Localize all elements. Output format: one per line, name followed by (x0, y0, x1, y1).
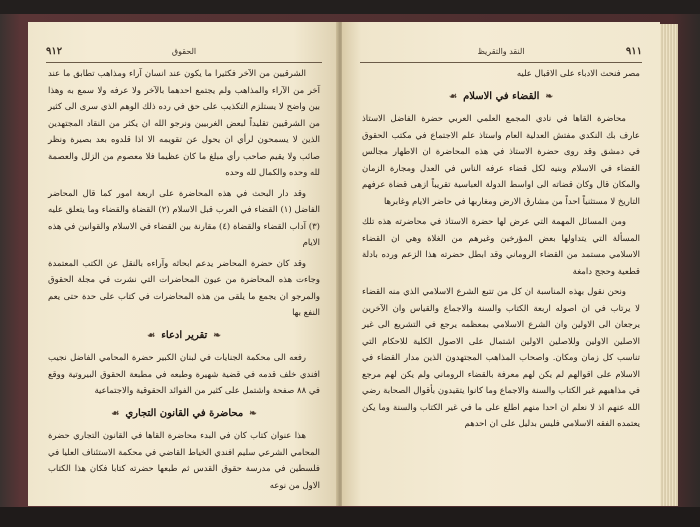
page-fore-edge (660, 24, 678, 506)
right-running-head: النقد والتقريظ (477, 47, 525, 56)
cover-edge-bottom (0, 507, 700, 527)
right-page-header (360, 46, 642, 60)
ornament-icon: ☙ (111, 408, 120, 419)
right-header-rule (360, 62, 642, 63)
right-paragraph: ومن المسائل المهمة التي عرض لها حضرة الاستاذ في محاضرته هذه تلك المسألة التي يتداولها بعض المؤرخين وغيرهم من الغلاة وهي ان القضاء الاسلامي مستمد من القضاء الروماني وقد ابطل حضرته هذا الزعم ورده بادلة قطعية وحجج دامغة (362, 217, 640, 277)
right-page-number: ٩١١ (625, 46, 642, 57)
right-paragraph: ونحن نقول بهذه المناسبة ان كل من تتبع الشرع الاسلامي الذي منه القضاء لا يرتاب في ان اصوله اربعة الكتاب والسنة والاجماع والقياس وان الآخرين يرجعان الى الاولين وان الشرع الاسلامي بمعظمه يرجع في التشريع الى غير الاصلين الاولين وللاصلين الاولين اشتمال على الاصول الكلية للاحكام التي تناسب كل زمان ومكان. واصحاب المذاهب المجتهدون الذين مدار القضاء في الاسلام على اقوالهم لم يكن لهم معرفة بالقضاء الروماني ولم يكن لهم مرجع في مذاهبهم غير الكتاب والسنة والاجماع وما كانوا يتقيدون بأقوال الصحابة رضي الله عنهم اذ لا نعلم ان احدا منهم اطلع على ما في غير الكتاب والسنة وما يكن يعتمده الفقه الاسلامي فليس بدليل على ان احدهم (362, 287, 640, 429)
left-header-rule (46, 62, 322, 63)
left-paragraph: وقد كان حضرة المحاضر يدعم ابحاثه وآراءه بالنقل عن الكتب المعتمدة وجاءت هذه المحاضرة من عيون المحاضرات التي نشرت في مجلة الحقوق والمرجو ان يجمع ما يلقى من هذه المحاضرات في كتاب على حدة حتى يعم النفع بها (48, 258, 320, 318)
right-section-title: القضاء في الاسلام (463, 90, 540, 102)
left-page (28, 22, 340, 506)
left-section-heading (48, 328, 320, 345)
left-running-head: الحقوق (171, 47, 197, 56)
ornament-icon: ❧ (545, 91, 554, 102)
left-section2-text: هذا عنوان كتاب كان في البدء محاضرة القاها في القانون التجاري حضرة المحامي الشرعي سليم افندي الخياط القاضي في محكمة الاستئناف العليا في فلسطين في مدرسة حقوق القدس ثم طبعها حضرته كتابا فكان هذا الكتاب الاول من نوعه (48, 431, 320, 491)
ornament-icon: ❧ (213, 330, 221, 341)
cover-edge-top (0, 0, 700, 14)
left-section-text: رفعه الى محكمة الجنايات في لبنان الكبير حضرة المحامي الفاضل نجيب افندي خلف قدمه في قضية شهيرة وطبعه في مطبعة الحقوق البيروتية ووقع في ٨٨ صفحة واشتمل على كثير من الفوائد الحقوقية والاجتماعية (48, 353, 320, 396)
left-section-title: تقرير ادعاء (161, 329, 208, 341)
left-page-body (48, 66, 320, 492)
right-page-body (362, 66, 640, 492)
right-page (342, 22, 660, 506)
left-paragraph: وقد دار البحث في هذه المحاضرة على اربعة امور كما قال المحاضر الفاضل (١) القضاء في العرب قبل الاسلام (٢) القضاة والقضاء وما يتعلق عليه (٣) آداب القضاء والقضاة (٤) مقارنة بين القضاء في الاسلام والقوانين في هذه الايام (48, 188, 320, 248)
left-section2-heading (48, 406, 320, 423)
left-page-number: ٩١٢ (46, 46, 63, 57)
right-section-heading (362, 89, 640, 106)
left-section2-title: محاضرة في القانون التجاري (125, 407, 244, 419)
right-paragraph: محاضرة القاها في نادي المجمع العلمي العربي حضرة الفاضل الاستاذ عارف بك النكدي مفتش العدلية العام واستاذ علم الاجتماع في مكتب الحقوق في دمشق وقد روى حضرة الاستاذ في هذه المحاضرة ان الاطهار مجالس القضاء في الاسلام وبنيه لكل قضاء عرفه الناس في العدل ومجارة الزمان والمكان قال وكان قضاته الى اواسط الدولة العباسية تقريباً ازهى قضاة عرفهم التاريخ لا مستثنياً احداً من مشارق الارض ومغاربها في حاضر الايام وغابرها (362, 114, 640, 207)
left-paragraph: الشرقيين من الآخر فكثيرا ما يكون عند انسان آراء ومذاهب تطابق ما عند آخر من الآراء والمذاهب ولم يجتمع احدهما بالآخر ولا عرفه ولا سمع به وهذا بين واضح لا يستلزم التكذيب على حق في رده ذلك الوهم الذي سرى الى كثير من الشرقيين تقليداً لبعض الغربيين ونرجو الله ان يكثر من النقاد المجتهدين الذين لا يسمحون لرأي ان يحول عن تقويمه الا اذا قلدوه بعد بصيرة ونظر صائب ولا يقيم صاحب رأي مبلغ ما كان عظيما فلا معصوم من الزلل والعصمة لله وحده والكمال لله وحده (48, 69, 320, 178)
left-page-header (46, 46, 322, 60)
ornament-icon: ☙ (448, 91, 458, 102)
ornament-icon: ☙ (147, 330, 156, 341)
ornament-icon: ❧ (249, 408, 257, 419)
right-intro-line: مصر فنحث الادباء على الاقبال عليه (516, 69, 640, 79)
